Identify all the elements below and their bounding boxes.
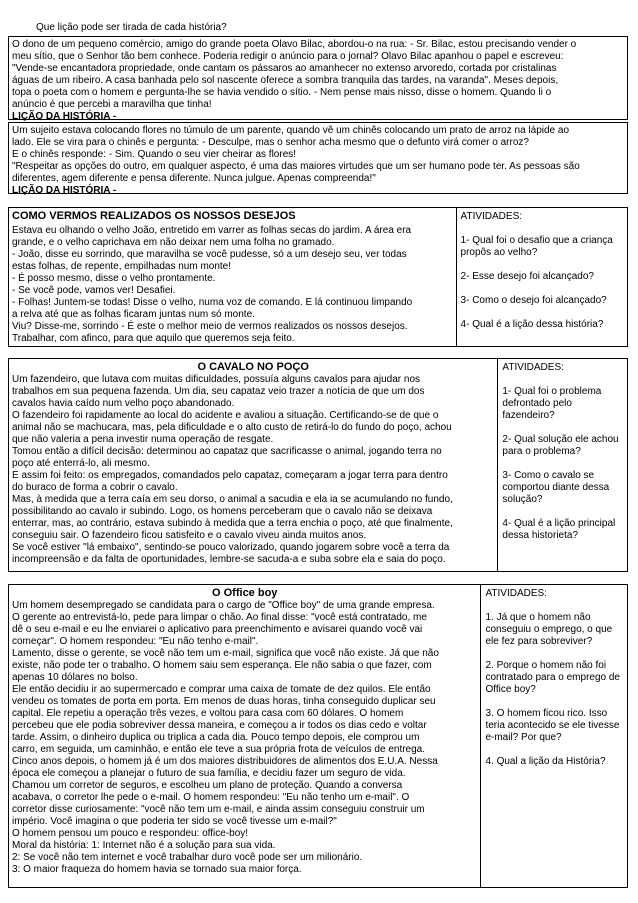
text-line: meu sítio, que o Senhor tão bem conhece. Poderia redigir o anúncio para o jornal? Olavo Bilac apanhou o papel e escreveu: [12,51,564,62]
text-line: cavalos havia caído num velho poço abandonado. [12,398,235,409]
activity-question: 4- Qual é a lição principal dessa historieta? [502,518,616,541]
text-line: poço até enterrá-lo, ali mesmo. [12,458,150,469]
text-line: Se você estiver "lá embaixo", sentindo-se pouco valorizado, quando jogarem sobre você a terra da [12,542,450,553]
activity-question: 2- Qual solução ele achou para o problema? [502,434,619,457]
activities-title: ATIVIDADES: [460,211,523,222]
text-line: - É posso mesmo, disse o velho prontamente. [12,273,216,284]
text-line: corretor disse curiosamente: "você não tem um e-mail, e ainda assim conseguiu construir um [12,804,425,815]
text-line: - João, disse eu sorrindo, que maravilha se você pudesse, só a um desejo seu, ver todas [12,249,407,260]
text-line: O fazendeiro foi rapidamente ao local do acidente e avaliou a situação. Certificando-se de que o [12,410,439,421]
story-olavo-bilac-text [12,39,624,111]
text-line: O dono de um pequeno comércio, amigo do grande poeta Olavo Bilac, abordou-o na rua: - Sr. Bilac, estou precisando vender o [12,39,577,50]
text-line: anúncio é que percebi a maravilha que tinha! [12,99,212,110]
text-line: "Vende-se encantadora propriedade, onde cantam os pássaros ao amanhecer no extenso arvoredo, cortada por cristalinas [12,63,557,74]
activity-question: 4- Qual é a lição dessa história? [460,319,604,330]
text-line: grande, e o velho caprichava em não deixar nem uma folha no gramado. [12,237,335,248]
story-olavo-bilac-box [8,36,628,120]
text-line: Ele então decidiu ir ao supermercado e comprar uma caixa de tomate de dez quilos. Ele então [12,684,431,695]
story-office-boy-box [8,584,628,888]
activity-question: 2. Porque o homem não foi contratado para o emprego de Office boy? [485,660,620,695]
text-line: trabalhos em sua pequena fazenda. Um dia, seu capataz veio trazer a notícia de que um dos [12,386,425,397]
text-line: E o chinês responde: - Sim. Quando o seu vier cheirar as flores! [12,149,297,160]
story-chines-text [12,125,624,185]
text-line: Mas, à medida que a terra caía em seu dorso, o animal a sacudia e ela ia se acumulando no fundo, [12,494,453,505]
text-line: O gerente ao entrevistá-lo, pede para limpar o chão. Ao final disse: "você está contratado, me [12,612,427,623]
text-line: Cinco anos depois, o homem já é um dos maiores distribuidores de alimentos dos E.U.A. Nessa [12,756,438,767]
text-line: do buraco de forma a cobrir o cavalo. [12,482,178,493]
text-line: incompreensão e da falta de oportunidades, lembre-se sacuda-a e suba sobre ela e saia do poço. [12,554,446,565]
text-line: Lamento, disse o gerente, se você não tem um e-mail, significa que você não existe. Já que não [12,648,439,659]
text-line: E assim foi feito: os empregados, comandados pelo capataz, começaram a jogar terra para dentro [12,470,448,481]
lesson-label: LIÇÃO DA HISTÓRIA - [12,111,117,122]
activities-list [502,386,623,542]
text-line: Moral da história: 1: Internet não é a solução para sua vida. [12,840,276,851]
activity-question: 3- Como o cavalo se comportou diante dessa solução? [502,470,610,505]
text-line: dê o seu e-mail e eu lhe enviarei o aplicativo para preenchimento e avisarei quando você vai [12,624,423,635]
text-line: apenas 10 dólares no bolso. [12,672,138,683]
activity-question: 1- Qual foi o desafio que a criança propôs ao velho? [460,235,613,258]
story-office-boy-text [12,600,477,876]
story-title: O Office boy [212,587,278,599]
text-line: "Respeitar as opções do outro, em qualquer aspecto, é uma das maiores virtudes que um ser humano pode ter. As pessoas são [12,161,580,172]
text-line: estas folhas, de repente, empilhadas num monte! [12,261,232,272]
story-title: COMO VERMOS REALIZADOS OS NOSSOS DESEJOS [12,210,296,222]
activity-question: 2- Esse desejo foi alcançado? [460,271,594,282]
activity-question: 3. O homem ficou rico. Isso teria acontecido se ele tivesse e-mail? Por que? [485,708,620,743]
story-desejos-box [8,207,628,347]
text-line: animal não se machucara, mas, pela dificuldade e o alto custo de retirá-lo do fundo do poço, achou [12,422,452,433]
text-line: lado. Ele se vira para o chinês e pergunta: - Desculpe, mas o senhor acha mesmo que o defunto virá comer o arroz? [12,137,529,148]
text-line: enterrar, mas, ao contrário, estava subindo à medida que a terra enchia o poço, até que finalmente, [12,518,453,529]
text-line: Viu? Disse-me, sorrindo - É este o melhor meio de vermos realizados os nossos desejos. [12,321,408,332]
text-line: percebeu que ele podia sobreviver dessa maneira, e começou a ir todos os dias cedo e voltar [12,720,427,731]
activities-title: ATIVIDADES: [502,362,564,373]
text-line: vendeu os tomates de porta em porta. Em menos de duas horas, tinha conseguido duplicar seu [12,696,436,707]
text-line: carro, em seguida, um caminhão, e então ele teve a sua própria frota de veículos de entrega. [12,744,426,755]
story-cavalo-box [8,358,628,572]
activity-question: 1. Já que o homem não conseguiu o emprego, o que ele fez para sobreviver? [485,612,613,647]
text-line: Chamou um corretor de seguros, e escolheu um plano de proteção. Quando a conversa [12,780,403,791]
activities-list [461,235,623,331]
text-line: existe, não pode ter o trabalho. O homem saiu sem esperança. Ele não sabia o que fazer, com [12,660,432,671]
story-desejos-text [12,225,453,345]
activities-list [485,612,623,768]
lesson-label: LIÇÃO DA HISTÓRIA - [12,185,117,196]
text-line: começar". O homem respondeu: "Eu não tenho e-mail". [12,636,259,647]
activity-question: 1- Qual foi o problema defrontado pelo fazendeiro? [502,386,602,421]
text-line: a relva até que as folhas ficaram juntas num só monte. [12,309,255,320]
activity-question: 4. Qual a lição da História? [485,756,606,767]
text-line: 3: O maior fraqueza do homem havia se tornado sua maior força. [12,864,302,875]
activity-question: 3- Como o desejo foi alcançado? [460,295,607,306]
text-line: conseguiu sair. O fazendeiro ficou satisfeito e o cavalo viveu ainda muitos anos. [12,530,367,541]
text-line: acabava, o corretor lhe pede o e-mail. O homem respondeu: "Eu não tenho um e-mail". O [12,792,410,803]
story-cavalo-text [12,374,494,566]
text-line: diferentes, agem diferente e pensa diferente. Nunca julgue. Apenas compreenda!" [12,173,376,184]
text-line: Um sujeito estava colocando flores no túmulo de um parente, quando vê um chinês colocando um prato de arroz na lápide ao [12,125,570,136]
text-line: 2: Se você não tem internet e você trabalhar duro você pode ser um milionário. [12,852,363,863]
intro-question: Que lição pode ser tirada de cada história? [36,22,227,33]
text-line: possibilitando ao cavalo ir subindo. Logo, os homens perceberam que o cavalo não se deixava [12,506,433,517]
text-line: águas de um ribeiro. A casa banhada pelo sol nascente oferece a sombra tranquila das tardes, na varanda". Meses depois, [12,75,559,86]
text-line: tarde. Assim, o dinheiro duplica ou triplica a cada dia. Pouco tempo depois, ele comprou um [12,732,420,743]
text-line: Tomou então a difícil decisão: determinou ao capataz que sacrificasse o animal, jogando terra no [12,446,442,457]
text-line: época ele começou a planejar o futuro de sua família, e decidiu fazer um seguro de vida. [12,768,406,779]
text-line: capital. Ele repetiu a operação três vezes, e voltou para casa com 60 dólares. O homem [12,708,404,719]
text-line: topa o poeta com o homem e pergunta-lhe se havia vendido o sítio. - Nem pense mais nisso, disse o homem. Quando li o [12,87,552,98]
text-line: - Se você pode, vamos ver! Desafiei. [12,285,176,296]
text-line: Trabalhar, com afinco, para que aquilo que queremos seja feito. [12,333,295,344]
text-line: - Folhas! Juntem-se todas! Disse o velho, numa voz de comando. E lá continuou limpando [12,297,413,308]
activities-title: ATIVIDADES: [485,588,547,599]
text-line: que não valeria a pena investir numa operação de resgate. [12,434,274,445]
text-line: Um homem desempregado se candidata para o cargo de "Office boy" de uma grande empresa. [12,600,435,611]
text-line: Um fazendeiro, que lutava com muitas dificuldades, possuía alguns cavalos para ajudar nos [12,374,421,385]
text-line: O homem pensou um pouco e respondeu: office-boy! [12,828,249,839]
text-line: império. Você imagina o que poderia ter sido se você tivesse um e-mail?" [12,816,337,827]
story-title: O CAVALO NO POÇO [197,361,309,373]
text-line: Estava eu olhando o velho João, entretido em varrer as folhas secas do jardim. A área era [12,225,412,236]
story-chines-box [8,122,628,194]
